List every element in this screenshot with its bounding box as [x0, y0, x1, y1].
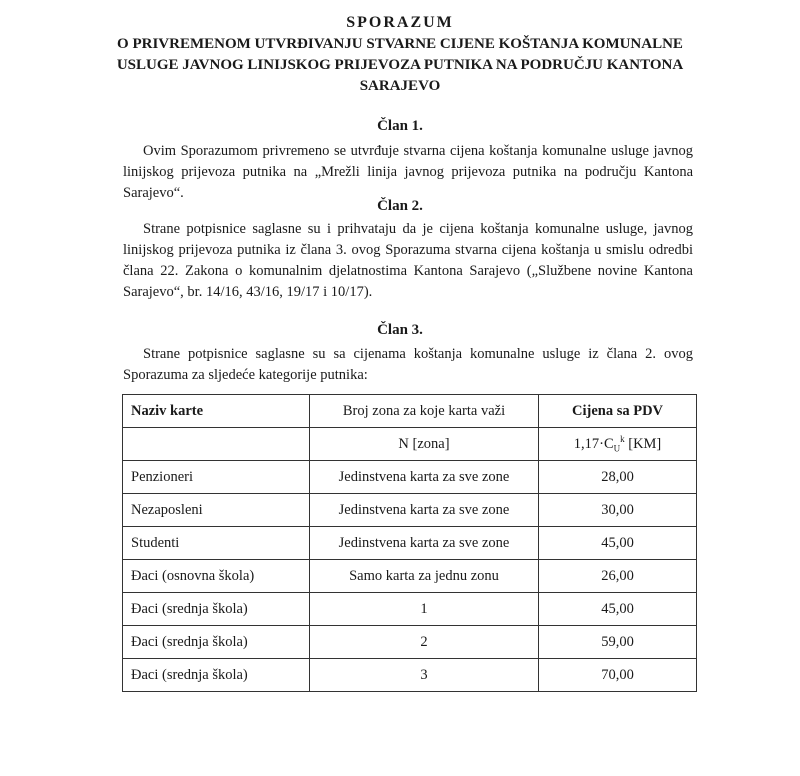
table-row — [123, 494, 697, 527]
formula-prefix: 1,17·C — [573, 435, 614, 452]
article-3-body: Strane potpisnice saglasne su sa cijenama koštanja komunalne usluge iz člana 2. ovog Sporazuma za sljedeće kategorije putnika: — [123, 346, 693, 383]
article-1-heading: Član 1. — [377, 118, 423, 134]
subheader-empty — [123, 428, 310, 461]
zone-cell: 1 — [310, 593, 539, 626]
price-cell: 26,00 — [539, 560, 697, 593]
document-subtitle: O PRIVREMENOM UTVRĐIVANJU STVARNE CIJENE KOŠTANJA KOMUNALNE USLUGE JAVNOG LINIJSKOG PRIJEVOZA PUTNIKA NA PODRUČJU KANTONA SARAJEVO — [116, 36, 684, 94]
article-3-text — [123, 344, 693, 386]
ticket-name-cell: Đaci (srednja škola) — [123, 626, 310, 659]
header-zone-count: Broj zona za koje karta važi — [310, 395, 539, 428]
article-1-text — [123, 141, 693, 204]
article-2-text — [123, 219, 693, 303]
ticket-name-cell: Studenti — [123, 527, 310, 560]
header-price: Cijena sa PDV — [539, 395, 697, 428]
document-title: SPORAZUM — [346, 14, 454, 31]
zone-cell: Jedinstvena karta za sve zone — [310, 494, 539, 527]
subheader-zone-unit: N [zona] — [310, 428, 539, 461]
header-ticket-name: Naziv karte — [123, 395, 310, 428]
ticket-name-cell: Penzioneri — [123, 461, 310, 494]
table-subheader-row — [123, 428, 697, 461]
article-2-heading: Član 2. — [377, 198, 423, 214]
price-cell: 30,00 — [539, 494, 697, 527]
article-3-heading: Član 3. — [377, 322, 423, 338]
table-row — [123, 593, 697, 626]
price-cell: 59,00 — [539, 626, 697, 659]
table-row — [123, 560, 697, 593]
zone-cell: 3 — [310, 659, 539, 692]
zone-cell: 2 — [310, 626, 539, 659]
zone-cell: Samo karta za jednu zonu — [310, 560, 539, 593]
ticket-name-cell: Đaci (srednja škola) — [123, 659, 310, 692]
formula-suffix: [KM] — [624, 435, 662, 452]
table-row — [123, 461, 697, 494]
zone-cell: Jedinstvena karta za sve zone — [310, 527, 539, 560]
table-row — [123, 527, 697, 560]
zone-cell: Jedinstvena karta za sve zone — [310, 461, 539, 494]
ticket-name-cell: Đaci (osnovna škola) — [123, 560, 310, 593]
article-1-body: Ovim Sporazumom privremeno se utvrđuje stvarna cijena koštanja komunalne usluge javnog linijskog prijevoza putnika na „Mrežli linija javnog prijevoza putnika na području Kantona Sarajevo“. — [123, 143, 693, 201]
formula-subscript: U — [613, 443, 621, 454]
price-cell: 70,00 — [539, 659, 697, 692]
price-cell: 45,00 — [539, 527, 697, 560]
article-2-body: Strane potpisnice saglasne su i prihvataju da je cijena koštanja komunalne usluge, javnog linijskog prijevoza putnika iz člana 3. ovog Sporazuma stvarna cijena koštanja u smislu odredbi člana 22. Zakona o komunalnim djelatnostima Kantona Sarajevo („Službene novine Kantona Sarajevo“, br. 14/16, 43/16, 19/17 i 10/17). — [123, 221, 693, 300]
price-cell: 45,00 — [539, 593, 697, 626]
ticket-name-cell: Nezaposleni — [123, 494, 310, 527]
ticket-name-cell: Đaci (srednja škola) — [123, 593, 310, 626]
price-cell: 28,00 — [539, 461, 697, 494]
subheader-price-formula — [539, 428, 697, 461]
table-row — [123, 626, 697, 659]
price-table — [122, 394, 697, 692]
formula-superscript: k — [620, 434, 625, 445]
table-header-row — [123, 395, 697, 428]
table-row — [123, 659, 697, 692]
